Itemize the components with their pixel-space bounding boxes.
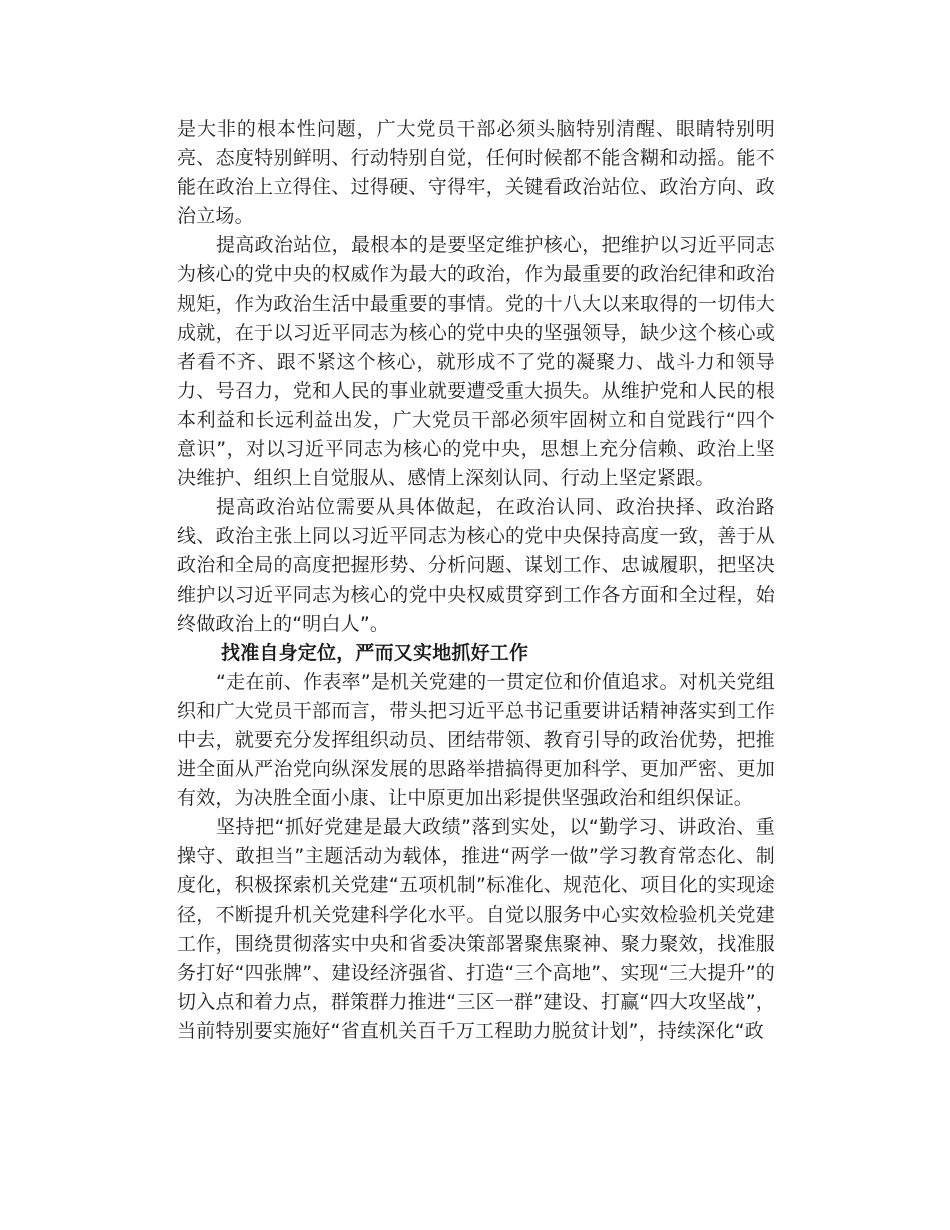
document-body — [177, 115, 775, 1046]
paragraph-continuation: 是大非的根本性问题，广大党员干部必须头脑特别清醒、眼睛特别明亮、态度特别鲜明、行动特别自觉，任何时候都不能含糊和动摇。能不能在政治上立得住、过得硬、守得牢，关键看政治站位、政治方向、政治立场。 — [177, 118, 775, 228]
paragraph-political-stance: 提高政治站位需要从具体做起，在政治认同、政治抉择、政治路线、政治主张上同以习近平同志为核心的党中央保持高度一致，善于从政治和全局的高度把握形势、分析问题、谋划工作、忠诚履职，把坚决维护以习近平同志为核心的党中央权威贯穿到工作各方面和全过程，始终做政治上的“明白人”。 — [177, 496, 775, 635]
paragraph-core-leadership: 提高政治站位，最根本的是要坚定维护核心，把维护以习近平同志为核心的党中央的权威作为最大的政治，作为最重要的政治纪律和政治规矩，作为政治生活中最重要的事情。党的十八大以来取得的一切伟大成就，在于以习近平同志为核心的党中央的坚强领导，缺少这个核心或者看不齐、跟不紧这个核心，就形成不了党的凝聚力、战斗力和领导力、号召力，党和人民的事业就要遭受重大损失。从维护党和人民的根本利益和长远利益出发，广大党员干部必须牢固树立和自觉践行“四个意识”，对以习近平同志为核心的党中央，思想上充分信赖、政治上坚决维护、组织上自觉服从、感情上深刻认同、行动上坚定紧跟。 — [177, 234, 775, 490]
section-heading: 找准自身定位，严而又实地抓好工作 — [221, 641, 529, 664]
paragraph-positioning: “走在前、作表率”是机关党建的一贯定位和价值追求。对机关党组织和广大党员干部而言，带头把习近平总书记重要讲话精神落实到工作中去，就要充分发挥组织动员、团结带领、教育引导的政治优势，把推进全面从严治党向纵深发展的思路举措搞得更加科学、更加严密、更加有效，为决胜全面小康、让中原更加出彩提供坚强政治和组织保证。 — [177, 670, 775, 810]
paragraph-party-building: 坚持把“抓好党建是最大政绩”落到实处，以“勤学习、讲政治、重操守、敢担当”主题活动为载体，推进“两学一做”学习教育常态化、制度化，积极探索机关党建“五项机制”标准化、规范化、项目化的实现途径，不断提升机关党建科学化水平。自觉以服务中心实效检验机关党建工作，围绕贯彻落实中央和省委决策部署聚焦聚神、聚力聚效，找准服务打好“四张牌”、建设经济强省、打造“三个高地”、实现“三大提升”的切入点和着力点，群策群力推进“三区一群”建设、打赢“四大攻坚战”，当前特别要实施好“省直机关百千万工程助力脱贫计划”，持续深化“政 — [177, 816, 775, 1042]
